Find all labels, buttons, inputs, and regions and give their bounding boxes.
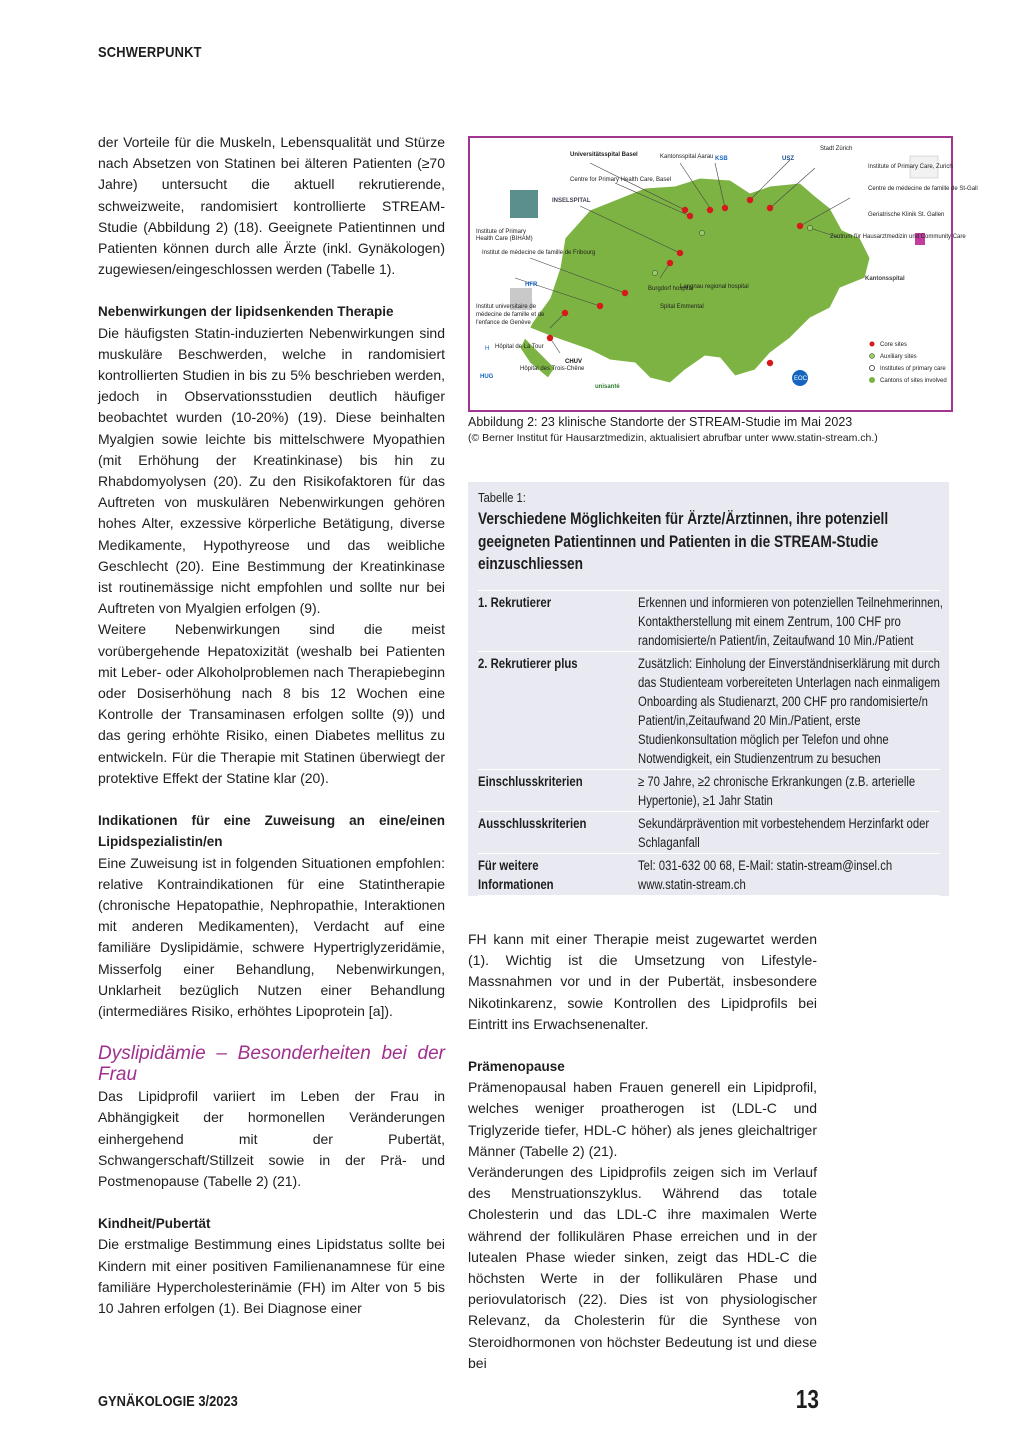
svg-text:Hôpital des Trois-Chêne: Hôpital des Trois-Chêne: [520, 366, 585, 372]
svg-text:Kantonsspital Aarau: Kantonsspital Aarau: [660, 154, 714, 160]
journal-footer: GYNÄKOLOGIE 3/2023: [98, 1393, 238, 1410]
table-row-key: 2. Rekrutierer plus: [478, 655, 578, 671]
table-row: [478, 652, 940, 770]
heading-nebenwirkungen: Nebenwirkungen der lipidsenkenden Therapie: [98, 304, 394, 320]
section-title-frau: Dyslipidämie – Besonderheiten bei der Frau: [98, 1043, 445, 1086]
svg-text:Centre de médecine de famille: Centre de médecine de famille de St-Gall: [868, 186, 978, 192]
svg-text:Burgdorf hospital: Burgdorf hospital: [648, 286, 694, 292]
svg-text:CHUV: CHUV: [565, 359, 583, 365]
figure-credit: (© Berner Institut für Hausarztmedizin, aktualisiert abrufbar unter www.statin-stream.ch.): [468, 432, 878, 444]
svg-text:Institutes of primary care: Institutes of primary care: [880, 366, 946, 372]
heading-praemenopause: Prämenopause: [468, 1059, 565, 1075]
svg-text:Health Care (BIHAM): Health Care (BIHAM): [476, 236, 533, 242]
svg-text:l'enfance de Genève: l'enfance de Genève: [476, 320, 531, 326]
left-column: [98, 132, 445, 1319]
svg-text:Geriatrische Klinik St. Gallen: Geriatrische Klinik St. Gallen: [868, 212, 945, 218]
paragraph-praemenopause-2: Veränderungen des Lipidprofils zeigen sich im Verlauf des Menstruationszyklus. Während das totale Cholesterin und das LDL-C ihre maximalen Werte während der follikulären Phase erreichen und in der lutealen Phase wieder sinken, zeigt das HDL-C die höchsten Werte in der follikulären Phase und periovulatorisch (22). Dies ist von physiologischer Relevanz, da Cholesterin für die Synthese von Steroidhormonen von höchster Bedeutung ist und diese bei: [468, 1164, 817, 1371]
svg-text:Hôpital de La Tour: Hôpital de La Tour: [495, 344, 544, 350]
paragraph-frau: Das Lipidprofil variiert im Leben der Frau in Abhängigkeit der hormonellen Veränderungen einhergehend mit der Pubertät, Schwangerschaft/Stillzeit sowie in der Prä- und Postmenopause (Tabelle 2) (21).: [98, 1088, 445, 1189]
svg-text:médecine de famille et de: médecine de famille et de: [476, 312, 545, 318]
paragraph-fh: FH kann mit einer Therapie meist zugewartet werden (1). Wichtig ist die Umsetzung von Lifestyle-Massnahmen vor und in der Pubertät, insbesondere Nikotinkarenz, sowie Kontrollen des Lipidprofils bei Eintritt ins Erwachsenenalter.: [468, 931, 817, 1032]
page-number: 13: [795, 1384, 819, 1414]
svg-text:HUG: HUG: [480, 374, 494, 380]
svg-text:HFR: HFR: [525, 282, 538, 288]
table-title: Verschiedene Möglichkeiten für Ärzte/Ärztinnen, ihre potenziell geeigneten Patientinnen und Patienten in die STREAM-Studie einzuschliessen: [478, 510, 889, 573]
table-row-value: ≥ 70 Jahre, ≥2 chronische Erkrankungen (z.B. arterielle Hypertonie), ≥1 Jahr Statin: [638, 773, 916, 808]
section-header: SCHWERPUNKT: [98, 44, 202, 61]
table-label: Tabelle 1:: [478, 490, 526, 505]
svg-text:INSELSPITAL: INSELSPITAL: [552, 198, 591, 204]
figure-caption-block: [468, 414, 958, 446]
table-row: [478, 591, 943, 652]
svg-text:Langnau regional hospital: Langnau regional hospital: [680, 284, 749, 290]
svg-text:Auxiliary sites: Auxiliary sites: [880, 354, 917, 360]
svg-text:KSB: KSB: [715, 156, 728, 162]
table-1: [468, 482, 949, 896]
table-row-value: Tel: 031-632 00 68, E-Mail: statin-stream@insel.ch www.statin-stream.ch: [638, 857, 893, 892]
table-row: [478, 812, 940, 854]
stream-sites-map-figure: [468, 136, 978, 412]
svg-text:Spital Emmental: Spital Emmental: [660, 304, 704, 310]
svg-text:Institut universitaire de: Institut universitaire de: [476, 304, 537, 310]
heading-indikationen: Indikationen für eine Zuweisung an eine/einen Lipidspezialistin/en: [98, 813, 445, 850]
table-row-value: Zusätzlich: Einholung der Einverständniserklärung mit durch das Studienteam vorbereiteten Unterlagen nach einmaligem Onboarding als Studienarzt, 200 CHF pro randomisierte/n Patient/in,Zeitaufwand 20 Min./Patient, erste Studienkonsultation möglich per Telefon und ohne Notwendigkeit, ein Studienzentrum zu besuchen: [638, 655, 940, 766]
table-row-value: Sekundärprävention mit vorbestehendem Herzinfarkt oder Schlaganfall: [638, 815, 930, 850]
map-legend: [869, 342, 947, 385]
svg-text:EOC: EOC: [794, 376, 808, 382]
heading-kindheit: Kindheit/Pubertät: [98, 1216, 211, 1232]
table-row: [478, 854, 940, 896]
table-row-key: Für weitere Informationen: [478, 857, 554, 892]
svg-text:Stadt Zürich: Stadt Zürich: [820, 146, 853, 152]
svg-text:Kantonsspital: Kantonsspital: [865, 276, 905, 282]
paragraph-indikationen: Eine Zuweisung ist in folgenden Situationen empfohlen: relative Kontraindikationen für eine Statintherapie (chronische Hepatopathie, Nephropathie, Interaktionen mit anderen Medikamenten), Verdacht auf eine familiäre Dyslipidämie, schwere Hypertriglyzeridämie, Misserfolg einer Behandlung, Nebenwirkungen, Unklarheit bezüglich Nutzen einer Behandlung (intermediäres Risiko, erhöhtes Lipoprotein [a]).: [98, 854, 445, 1019]
svg-text:Institut de médecine de famill: Institut de médecine de famille de Fribourg: [482, 250, 596, 256]
table-row-key: 1. Rekrutierer: [478, 594, 552, 610]
intro-paragraph: der Vorteile für die Muskeln, Lebensqualität und Stürze nach Absetzen von Statinen bei älteren Patienten (≥70 Jahre) untersucht die aktuell rekrutierende, schweizweite, randomisiert kontrollierte STREAM-Studie (Abbildung 2) (18). Geeignete Patientinnen und Patienten können durch alle Ärzte (inkl. Gynäkologen) zugewiesen/eingeschlossen werden (Tabelle 1).: [98, 134, 445, 278]
svg-text:Centre for Primary Health Care: Centre for Primary Health Care, Basel: [570, 177, 672, 183]
svg-text:Core sites: Core sites: [880, 342, 908, 348]
svg-text:unisanté: unisanté: [595, 384, 620, 390]
table-rows: [478, 590, 943, 896]
table-row-key: Ausschlusskriterien: [478, 815, 587, 831]
paragraph-nebenwirkungen-1: Die häufigsten Statin-induzierten Nebenwirkungen sind muskuläre Beschwerden, welche in randomisiert kontrollierten Studien in bis zu 5% beschrieben werden, jedoch in Observationsstudien deutlich häufiger beobachtet wurden (10-20%) (19). Diese beinhalten Myalgien sowie leichte bis mittelschwere Myopathien (mit Erhöhung der Kreatinkinase) bis hin zu Rhabdomyolysen (20). Zu den Risikofaktoren für das Auftreten von muskulären Nebenwirkungen gehören hohes Alter, exzessive körperliche Betätigung, diverse Medikamente, Hypothyreose und das weibliche Geschlecht (20). Eine Bestimmung der Kreatinkinase ist routinemässige nicht empfohlen und sollte nur bei Auftreten von Myalgien erfolgen (9).: [98, 324, 445, 617]
svg-text:Zentrum für Hausarztmedizin un: Zentrum für Hausarztmedizin und Community Care: [830, 234, 966, 240]
figure-caption: Abbildung 2: 23 klinische Standorte der STREAM-Studie im Mai 2023: [468, 415, 853, 429]
svg-text:USZ: USZ: [782, 156, 794, 162]
table-row: [478, 770, 940, 812]
switzerland-shape: [520, 178, 870, 383]
svg-text:Cantons of sites involved: Cantons of sites involved: [880, 378, 947, 384]
paragraph-praemenopause-1: Prämenopausal haben Frauen generell ein Lipidprofil, welches weniger proatherogen ist (LDL-C und Triglyzeride tiefer, HDL-C höher) als jenes gleichaltriger Männer (Tabelle 2) (21).: [468, 1079, 817, 1159]
svg-text:Institute of Primary Care, Zur: Institute of Primary Care, Zurich: [868, 164, 953, 170]
svg-text:Institute of Primary: Institute of Primary: [476, 229, 527, 235]
svg-text:Universitätsspital Basel: Universitätsspital Basel: [570, 152, 638, 158]
right-column: [468, 929, 817, 1374]
paragraph-kindheit: Die erstmalige Bestimmung eines Lipidstatus sollte bei Kindern mit einer positiven Familienanamnese für eine familiäre Hypercholesterinämie (FH) im Alter von 5 bis 10 Jahren erfolgen (1). Bei Diagnose einer: [98, 1236, 445, 1316]
switzerland-map: [470, 138, 978, 410]
svg-text:H: H: [485, 346, 490, 352]
table-row-value: Erkennen und informieren von potenziellen Teilnehmerinnen, Kontaktherstellung mit einem Zentrum, 100 CHF pro randomisierte/n Patient/in, Zeitaufwand 10 Min./Patient: [638, 594, 943, 648]
paragraph-nebenwirkungen-2: Weitere Nebenwirkungen sind die meist vorübergehende Hepatoxizität (weshalb bei Patienten mit Leber- oder Alkoholproblemen nach Therapiebeginn oder Dosiserhöhung nach 8 bis 12 Wochen eine Kontrolle der Transaminasen erfolgen sollte (9)) und das gering erhöhte Risiko, einen Diabetes mellitus zu entwickeln. Für die Therapie mit Statinen überwiegt der protektive Effekt der Statine klar (20).: [98, 621, 445, 786]
table-row-key: Einschlusskriterien: [478, 773, 583, 789]
